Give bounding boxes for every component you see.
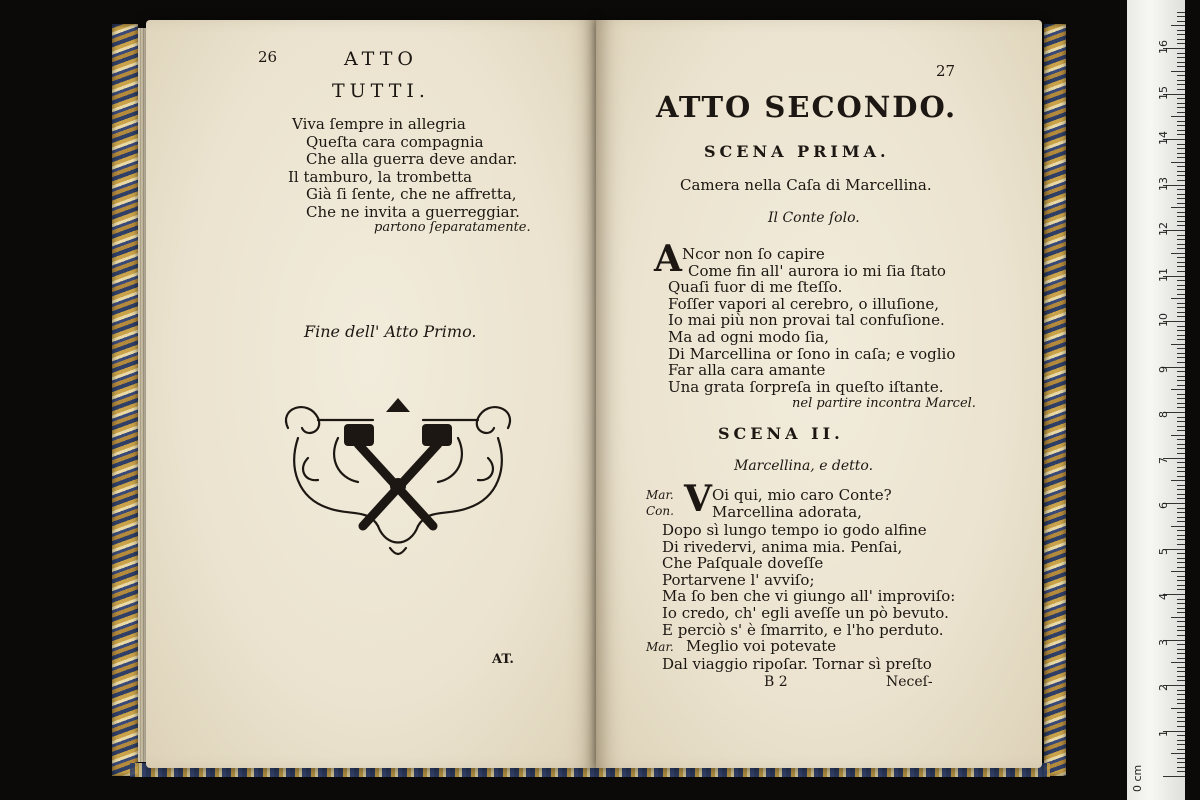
ruler-tick bbox=[1171, 435, 1185, 436]
ruler-cm-label: 5 bbox=[1157, 547, 1170, 555]
ruler-tick bbox=[1177, 471, 1185, 472]
verse-block bbox=[668, 246, 955, 395]
ruler-tick bbox=[1177, 348, 1185, 349]
ruler-tick bbox=[1177, 335, 1185, 336]
ruler-tick bbox=[1171, 207, 1185, 208]
verse-line: Come fin all' aurora io mi ſia ſtato bbox=[688, 261, 946, 280]
ruler-tick bbox=[1177, 462, 1185, 463]
ruler-tick bbox=[1171, 480, 1185, 481]
verse-line: E perciò s' è ſmarrito, e l'ho perduto. bbox=[662, 620, 944, 639]
ruler-cm-label: 7 bbox=[1157, 456, 1170, 464]
ruler-tick bbox=[1177, 257, 1185, 258]
ruler-tick bbox=[1177, 98, 1185, 99]
ruler-tick bbox=[1177, 130, 1185, 131]
ruler-tick bbox=[1177, 426, 1185, 427]
ruler-tick bbox=[1177, 567, 1185, 568]
verse-line: Io credo, ch' egli aveſſe un pò bevuto. bbox=[662, 603, 949, 622]
ruler-tick bbox=[1177, 744, 1185, 745]
ruler-tick bbox=[1177, 721, 1185, 722]
speaker-label: Con. bbox=[646, 504, 674, 518]
ruler-cm-label: 8 bbox=[1157, 411, 1170, 418]
ruler-tick bbox=[1177, 103, 1185, 104]
verse-line: Dal viaggio ripoſar. Tornar sì preſto bbox=[662, 655, 932, 673]
ruler-tick bbox=[1177, 403, 1185, 404]
right-page bbox=[596, 20, 1042, 768]
verse-line: Far alla cara amante bbox=[668, 361, 826, 380]
printers-ornament bbox=[278, 398, 518, 558]
measuring-ruler bbox=[1127, 0, 1185, 800]
act-title: ATTO SECONDO. bbox=[656, 90, 958, 124]
ruler-tick bbox=[1177, 630, 1185, 631]
ruler-tick bbox=[1177, 157, 1185, 158]
ruler-tick bbox=[1171, 116, 1185, 117]
ruler-tick bbox=[1177, 585, 1185, 586]
ruler-tick bbox=[1177, 203, 1185, 204]
ruler-tick bbox=[1177, 194, 1185, 195]
scene-setting: Camera nella Caſa di Marcellina. bbox=[680, 176, 932, 194]
ruler-tick bbox=[1177, 316, 1185, 317]
ruler-tick bbox=[1171, 162, 1185, 163]
ruler-tick bbox=[1177, 398, 1185, 399]
ruler-tick bbox=[1177, 444, 1185, 445]
page-number-left: 26 bbox=[258, 48, 278, 66]
speaker-heading: TUTTI. bbox=[332, 80, 430, 102]
verse-line: Marcellina adorata, bbox=[712, 503, 862, 521]
ruler-tick bbox=[1177, 221, 1185, 222]
verse-line: Già ſi ſente, che ne affretta, bbox=[306, 185, 517, 203]
ruler-tick bbox=[1171, 344, 1185, 345]
ruler-tick bbox=[1177, 576, 1185, 577]
ruler-tick bbox=[1177, 248, 1185, 249]
ruler-tick bbox=[1177, 148, 1185, 149]
ruler-tick bbox=[1163, 776, 1185, 777]
ruler-tick bbox=[1171, 253, 1185, 254]
ruler-tick bbox=[1177, 699, 1185, 700]
ruler-tick bbox=[1177, 89, 1185, 90]
ruler-cm-label: 16 bbox=[1157, 40, 1170, 54]
ruler-tick bbox=[1177, 667, 1185, 668]
ruler-tick bbox=[1177, 703, 1185, 704]
speaker-label: Mar. bbox=[646, 488, 674, 502]
verse-line: Di Marcellina or ſono in caſa; e voglio bbox=[668, 344, 956, 363]
ruler-tick bbox=[1177, 271, 1185, 272]
ruler-cm-label: 6 bbox=[1157, 502, 1170, 509]
ruler-tick bbox=[1177, 680, 1185, 681]
ruler-tick bbox=[1171, 571, 1185, 572]
verse-line: Dopo sì lungo tempo io godo alfine bbox=[662, 521, 927, 539]
ruler-tick bbox=[1177, 603, 1185, 604]
ruler-cm-label: 14 bbox=[1157, 131, 1170, 145]
ruler-tick bbox=[1177, 175, 1185, 176]
verse-line: Che ne invita a guerreggiar. bbox=[306, 202, 520, 221]
ruler-tick bbox=[1171, 298, 1185, 299]
ruler-cm-label: 12 bbox=[1157, 222, 1170, 236]
ruler-tick bbox=[1177, 244, 1185, 245]
ruler-tick bbox=[1177, 326, 1185, 327]
ruler-tick bbox=[1177, 235, 1185, 236]
ruler-tick bbox=[1177, 376, 1185, 377]
ruler-tick bbox=[1177, 453, 1185, 454]
stage-direction: nel partire incontra Marcel. bbox=[792, 396, 976, 411]
ruler-tick bbox=[1177, 21, 1185, 22]
ruler-tick bbox=[1177, 539, 1185, 540]
ruler-tick bbox=[1177, 198, 1185, 199]
ruler-tick bbox=[1177, 562, 1185, 563]
ruler-cm-label: 9 bbox=[1157, 365, 1170, 373]
ruler-tick bbox=[1171, 617, 1185, 618]
ruler-tick bbox=[1177, 43, 1185, 44]
verse-line: Ncor non ſo capire bbox=[682, 245, 825, 263]
ruler-tick bbox=[1177, 508, 1185, 509]
ruler-tick bbox=[1177, 658, 1185, 659]
verse-line: Il tamburo, la trombetta bbox=[288, 167, 473, 186]
ruler-tick bbox=[1177, 467, 1185, 468]
ruler-tick bbox=[1177, 430, 1185, 431]
ruler-tick bbox=[1177, 225, 1185, 226]
ruler-tick bbox=[1177, 448, 1185, 449]
ruler-tick bbox=[1171, 662, 1185, 663]
ruler-tick bbox=[1177, 762, 1185, 763]
verse-line: Oi qui, mio caro Conte? bbox=[712, 486, 892, 504]
ruler-tick bbox=[1177, 608, 1185, 609]
ruler-tick bbox=[1177, 621, 1185, 622]
ruler-tick bbox=[1177, 30, 1185, 31]
ruler-tick bbox=[1177, 421, 1185, 422]
ruler-tick bbox=[1171, 526, 1185, 527]
ruler-tick bbox=[1177, 212, 1185, 213]
ruler-tick bbox=[1177, 371, 1185, 372]
ruler-tick bbox=[1177, 66, 1185, 67]
ruler-tick bbox=[1177, 380, 1185, 381]
ruler-tick bbox=[1177, 417, 1185, 418]
ruler-tick bbox=[1177, 285, 1185, 286]
ruler-cm-label: 15 bbox=[1157, 85, 1170, 100]
ruler-cm-label: 10 bbox=[1157, 313, 1170, 327]
ruler-tick bbox=[1177, 303, 1185, 304]
ruler-tick bbox=[1177, 626, 1185, 627]
ruler-tick bbox=[1177, 717, 1185, 718]
speaker-label: Mar. bbox=[646, 640, 674, 654]
verse-line: Io mai più non provai tal confuſione. bbox=[668, 311, 945, 330]
verse-line: Quaſi fuor di me ſteſſo. bbox=[668, 278, 843, 297]
ruler-tick bbox=[1177, 635, 1185, 636]
verse-line: Meglio voi potevate bbox=[686, 637, 837, 655]
ruler-tick bbox=[1177, 553, 1185, 554]
stage-direction: partono ſeparatamente. bbox=[374, 220, 531, 235]
ruler-tick bbox=[1177, 671, 1185, 672]
ruler-tick bbox=[1177, 558, 1185, 559]
ruler-cm-label: 1 bbox=[1157, 729, 1170, 737]
ruler-tick bbox=[1177, 735, 1185, 736]
ruler-tick bbox=[1171, 25, 1185, 26]
signature-mark: B 2 bbox=[764, 674, 788, 690]
verse-line: Queſta cara compagnia bbox=[306, 132, 484, 151]
ruler-tick bbox=[1171, 389, 1185, 390]
verse-line: Ma ad ogni modo ſia, bbox=[668, 327, 829, 346]
verse-line: Portarvene l' avviſo; bbox=[662, 570, 815, 589]
ruler-tick bbox=[1177, 407, 1185, 408]
ruler-tick bbox=[1177, 166, 1185, 167]
ruler-tick bbox=[1171, 71, 1185, 72]
ruler-tick bbox=[1177, 517, 1185, 518]
verse-line: Una grata ſorpreſa in queſto iſtante. bbox=[668, 377, 944, 396]
verse-line: Viva ſempre in allegria bbox=[292, 115, 466, 133]
ruler-tick bbox=[1177, 330, 1185, 331]
ruler-tick bbox=[1177, 357, 1185, 358]
ruler-tick bbox=[1177, 121, 1185, 122]
ruler-tick bbox=[1177, 280, 1185, 281]
ruler-tick bbox=[1177, 262, 1185, 263]
ruler-tick bbox=[1177, 62, 1185, 63]
scene-heading: SCENA II. bbox=[718, 424, 844, 443]
ruler-tick bbox=[1177, 612, 1185, 613]
ruler-tick bbox=[1177, 144, 1185, 145]
ruler-tick bbox=[1177, 740, 1185, 741]
ruler-cm-label: 11 bbox=[1157, 267, 1170, 282]
ruler-unit-label: 0 cm bbox=[1131, 764, 1144, 792]
ruler-tick bbox=[1177, 80, 1185, 81]
ruler-tick bbox=[1177, 312, 1185, 313]
ruler-tick bbox=[1177, 535, 1185, 536]
ruler-tick bbox=[1177, 653, 1185, 654]
ruler-tick bbox=[1177, 53, 1185, 54]
scene-cast: Il Conte ſolo. bbox=[768, 210, 860, 226]
ruler-tick bbox=[1177, 580, 1185, 581]
ruler-tick bbox=[1177, 758, 1185, 759]
ruler-cm-label: 13 bbox=[1157, 176, 1170, 191]
verse-line: Che Paſquale doveſſe bbox=[662, 554, 824, 573]
ruler-tick bbox=[1177, 266, 1185, 267]
ruler-tick bbox=[1177, 767, 1185, 768]
ruler-tick bbox=[1177, 530, 1185, 531]
ruler-tick bbox=[1177, 339, 1185, 340]
ruler-tick bbox=[1177, 749, 1185, 750]
ruler-tick bbox=[1177, 712, 1185, 713]
ruler-tick bbox=[1177, 307, 1185, 308]
drop-cap: V bbox=[684, 478, 712, 520]
ruler-tick bbox=[1177, 12, 1185, 13]
page-number-right: 27 bbox=[936, 62, 956, 80]
ruler-tick bbox=[1177, 294, 1185, 295]
ruler-tick bbox=[1177, 589, 1185, 590]
ruler-tick bbox=[1177, 476, 1185, 477]
drop-cap: A bbox=[654, 238, 682, 280]
ruler-tick bbox=[1177, 649, 1185, 650]
ruler-tick bbox=[1177, 494, 1185, 495]
ruler-tick bbox=[1177, 39, 1185, 40]
ruler-tick bbox=[1177, 599, 1185, 600]
verse-block bbox=[288, 115, 520, 221]
verse-line: Che alla guerra deve andar. bbox=[306, 150, 518, 168]
ruler-tick bbox=[1177, 394, 1185, 395]
ruler-cm-label: 2 bbox=[1157, 684, 1170, 691]
ruler-cm-label: 3 bbox=[1157, 638, 1170, 646]
ruler-tick bbox=[1177, 171, 1185, 172]
ruler-tick bbox=[1177, 239, 1185, 240]
ruler-tick bbox=[1177, 216, 1185, 217]
ruler-tick bbox=[1177, 771, 1185, 772]
verse-line: Di rivedervi, anima mia. Penſai, bbox=[662, 537, 903, 556]
ruler-tick bbox=[1177, 153, 1185, 154]
ruler-tick bbox=[1177, 112, 1185, 113]
ruler-tick bbox=[1177, 644, 1185, 645]
ruler-tick bbox=[1177, 726, 1185, 727]
ruler-tick bbox=[1177, 125, 1185, 126]
ruler-tick bbox=[1177, 694, 1185, 695]
ruler-tick bbox=[1177, 353, 1185, 354]
ruler-tick bbox=[1177, 75, 1185, 76]
ruler-tick bbox=[1177, 57, 1185, 58]
ruler-tick bbox=[1177, 189, 1185, 190]
end-of-act: Fine dell' Atto Primo. bbox=[304, 322, 477, 341]
ruler-tick bbox=[1177, 84, 1185, 85]
scene-heading: SCENA PRIMA. bbox=[704, 142, 890, 161]
ruler-tick bbox=[1177, 512, 1185, 513]
verse-block bbox=[662, 522, 955, 638]
ruler-tick bbox=[1177, 521, 1185, 522]
ruler-tick bbox=[1177, 690, 1185, 691]
ruler-tick bbox=[1177, 544, 1185, 545]
ruler-tick bbox=[1177, 362, 1185, 363]
ruler-tick bbox=[1177, 134, 1185, 135]
ruler-tick bbox=[1177, 439, 1185, 440]
ruler-tick bbox=[1177, 34, 1185, 35]
catchword: AT. bbox=[492, 652, 514, 667]
marbled-cover-right bbox=[1044, 24, 1066, 776]
ruler-tick bbox=[1171, 753, 1185, 754]
ruler-tick bbox=[1177, 485, 1185, 486]
ruler-tick bbox=[1177, 385, 1185, 386]
marbled-cover-left bbox=[112, 24, 138, 776]
catchword: Neceſ- bbox=[886, 674, 933, 690]
ruler-tick bbox=[1177, 489, 1185, 490]
verse-line: Foſſer vapori al cerebro, o illuſione, bbox=[668, 294, 940, 313]
ruler-cm-label: 4 bbox=[1157, 593, 1170, 600]
ruler-tick bbox=[1177, 498, 1185, 499]
ruler-tick bbox=[1177, 16, 1185, 17]
ruler-tick bbox=[1177, 289, 1185, 290]
ruler-tick bbox=[1171, 708, 1185, 709]
ruler-tick bbox=[1177, 676, 1185, 677]
scene-cast: Marcellina, e detto. bbox=[734, 458, 874, 474]
left-page bbox=[146, 20, 596, 768]
ruler-tick bbox=[1177, 107, 1185, 108]
ruler-tick bbox=[1177, 180, 1185, 181]
verse-line: Ma ſo ben che vi giungo all' improviſo: bbox=[662, 587, 956, 606]
act-heading: ATTO bbox=[344, 48, 418, 70]
